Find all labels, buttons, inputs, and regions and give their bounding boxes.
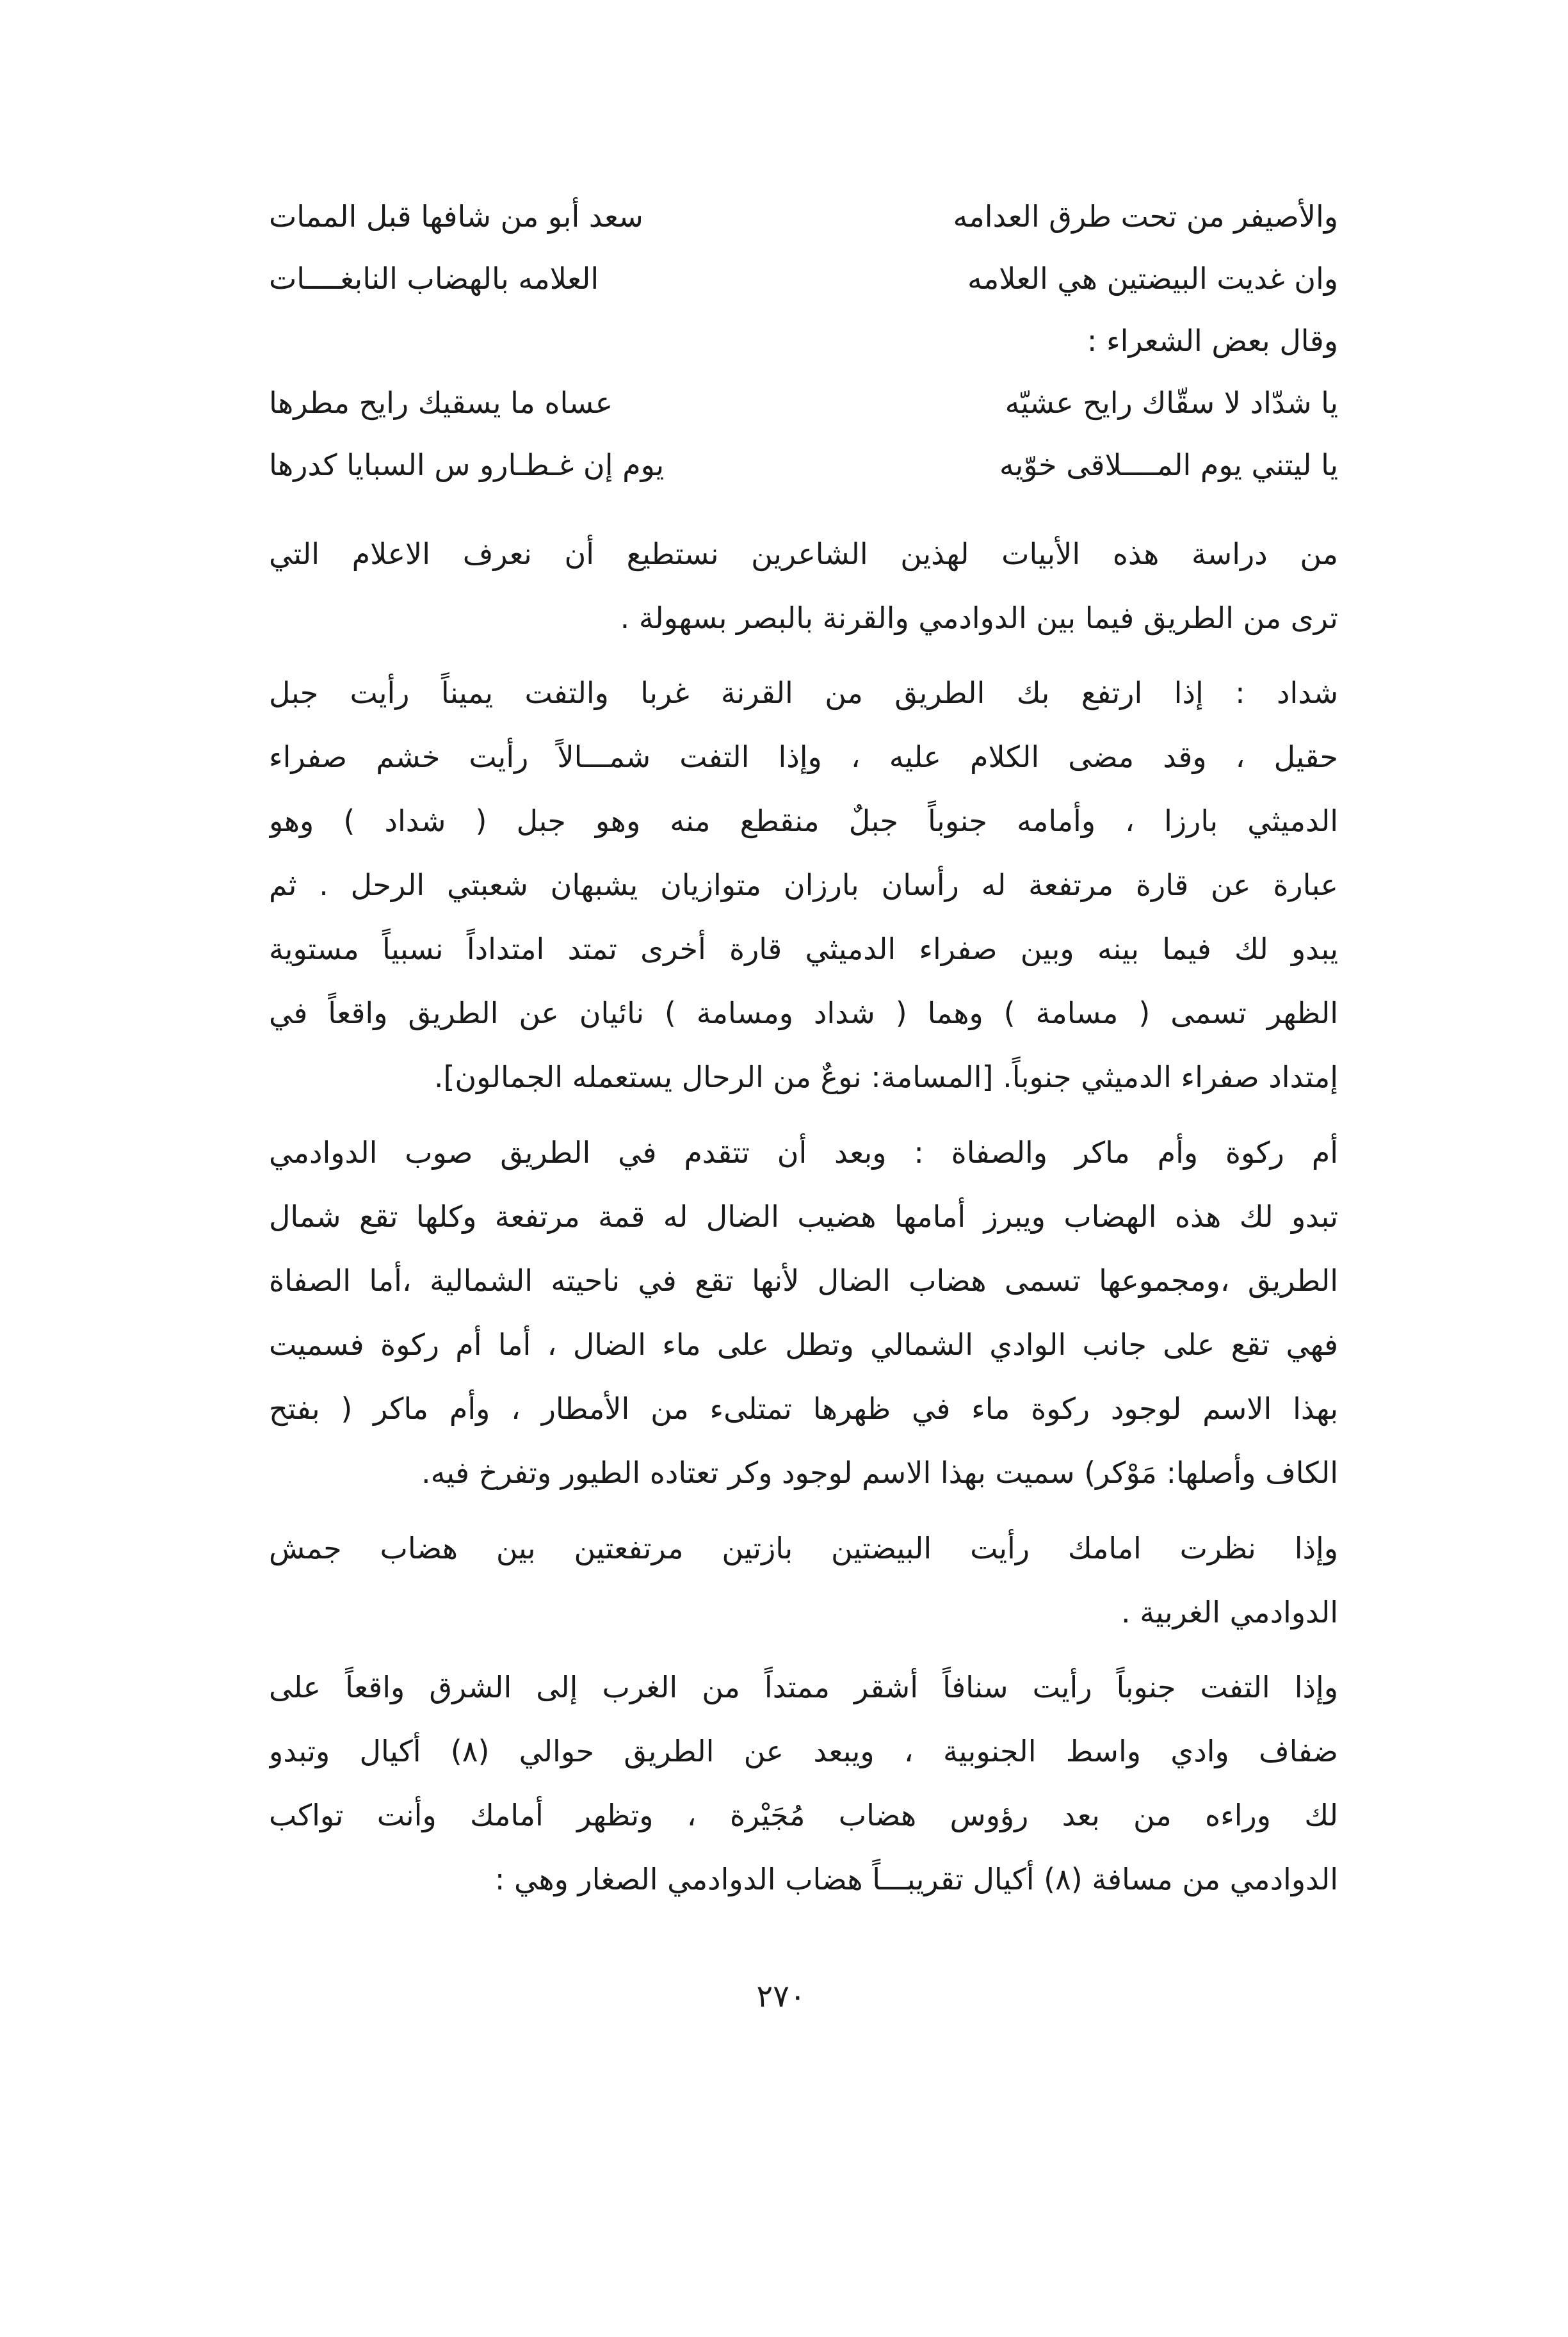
text-line: الظهر تسمى ( مسامة ) وهما ( شداد ومسامة ) نائيان عن الطريق واقعاً في <box>269 996 1338 1030</box>
poem-intro-text: وقال بعض الشعراء : <box>1087 323 1338 358</box>
text-line: الكاف وأصلها: مَوْكر) سميت بهذا الاسم لوجود وكر تعتاده الطيور وتفرخ فيه. <box>421 1455 1338 1490</box>
paragraph <box>269 661 1338 1109</box>
text-line: حقيل ، وقد مضى الكلام عليه ، وإذا التفت شمـــالاً رأيت خشم صفراء <box>269 740 1338 774</box>
verse-second-hemistich: العلامه بالهضاب النابغــــات <box>269 261 599 296</box>
text-line: يبدو لك فيما بينه وبين صفراء الدميثي قارة أخرى تمتد امتداداً نسبياً مستوية <box>269 932 1338 966</box>
verse-line <box>269 368 1338 439</box>
paragraph <box>269 522 1338 650</box>
text-line: الدوادمي الغربية . <box>1121 1595 1338 1629</box>
paragraph <box>269 1655 1338 1911</box>
text-line: ضفاف وادي واسط الجنوبية ، ويبعد عن الطريق حوالي (٨) أكيال وتبدو <box>269 1734 1338 1768</box>
text-line: أم ركوة وأم ماكر والصفاة : وبعد أن تتقدم في الطريق صوب الدوادمي <box>269 1135 1338 1170</box>
verse-line <box>269 430 1338 501</box>
text-line: الطريق ،ومجموعها تسمى هضاب الضال لأنها تقع في ناحيته الشمالية ،أما الصفاة <box>269 1263 1338 1298</box>
text-line: وإذا التفت جنوباً رأيت سنافاً أشقر ممتداً من الغرب إلى الشرق واقعاً على <box>269 1670 1338 1704</box>
text-line: عبارة عن قارة مرتفعة له رأسان بارزان متوازيان يشبهان شعبتي الرحل . ثم <box>269 868 1338 902</box>
text-line: لك وراءه من بعد رؤوس هضاب مُجَيْرة ، وتظهر أمامك وأنت تواكب <box>269 1798 1338 1832</box>
verse-first-hemistich: وان غديت البيضتين هي العلامه <box>967 261 1338 296</box>
text-line: تبدو لك هذه الهضاب ويبرز أمامها هضيب الضال له قمة مرتفعة وكلها تقع شمال <box>269 1199 1338 1234</box>
poem-intro-line <box>269 305 1338 376</box>
text-line: الدوادمي من مسافة (٨) أكيال تقريبـــاً هضاب الدوادمي الصغار وهي : <box>494 1862 1338 1896</box>
paragraph <box>269 1516 1338 1644</box>
page-number: ٢٧٠ <box>756 1978 806 2014</box>
text-line: شداد : إذا ارتفع بك الطريق من القرنة غربا والتفت يميناً رأيت جبل <box>269 675 1338 710</box>
text-line: بهذا الاسم لوجود ركوة ماء في ظهرها تمتلىء من الأمطار ، وأم ماكر ( بفتح <box>269 1391 1338 1426</box>
paragraph <box>269 1120 1338 1505</box>
verse-second-hemistich: عساه ما يسقيك رايح مطرها <box>269 385 613 420</box>
verse-first-hemistich: يا شدّاد لا سقّاك رايح عشيّه <box>1005 385 1338 420</box>
verse-line <box>269 181 1338 252</box>
verse-first-hemistich: والأصيفر من تحت طرق العدامه <box>953 199 1338 234</box>
text-line: ترى من الطريق فيما بين الدوادمي والقرنة بالبصر بسهولة . <box>620 601 1338 635</box>
text-line: فهي تقع على جانب الوادي الشمالي وتطل على ماء الضال ، أما أم ركوة فسميت <box>269 1327 1338 1362</box>
verse-second-hemistich: يوم إن غـطـارو س السبايا كدرها <box>269 448 665 482</box>
verse-first-hemistich: يا ليتني يوم المــــلاقى خوّيه <box>999 448 1338 482</box>
verse-line <box>269 243 1338 314</box>
text-line: إمتداد صفراء الدميثي جنوباً. [المسامة: نوعٌ من الرحال يستعمله الجمالون]. <box>433 1060 1338 1094</box>
text-line: وإذا نظرت امامك رأيت البيضتين بازتين مرتفعتين بين هضاب جمش <box>269 1531 1338 1565</box>
verse-second-hemistich: سعد أبو من شافها قبل الممات <box>269 199 643 234</box>
text-line: الدميثي بارزا ، وأمامه جنوباً جبلٌ منقطع منه وهو جبل ( شداد ) وهو <box>269 804 1338 838</box>
text-line: من دراسة هذه الأبيات لهذين الشاعرين نستطيع أن نعرف الاعلام التي <box>269 537 1338 571</box>
